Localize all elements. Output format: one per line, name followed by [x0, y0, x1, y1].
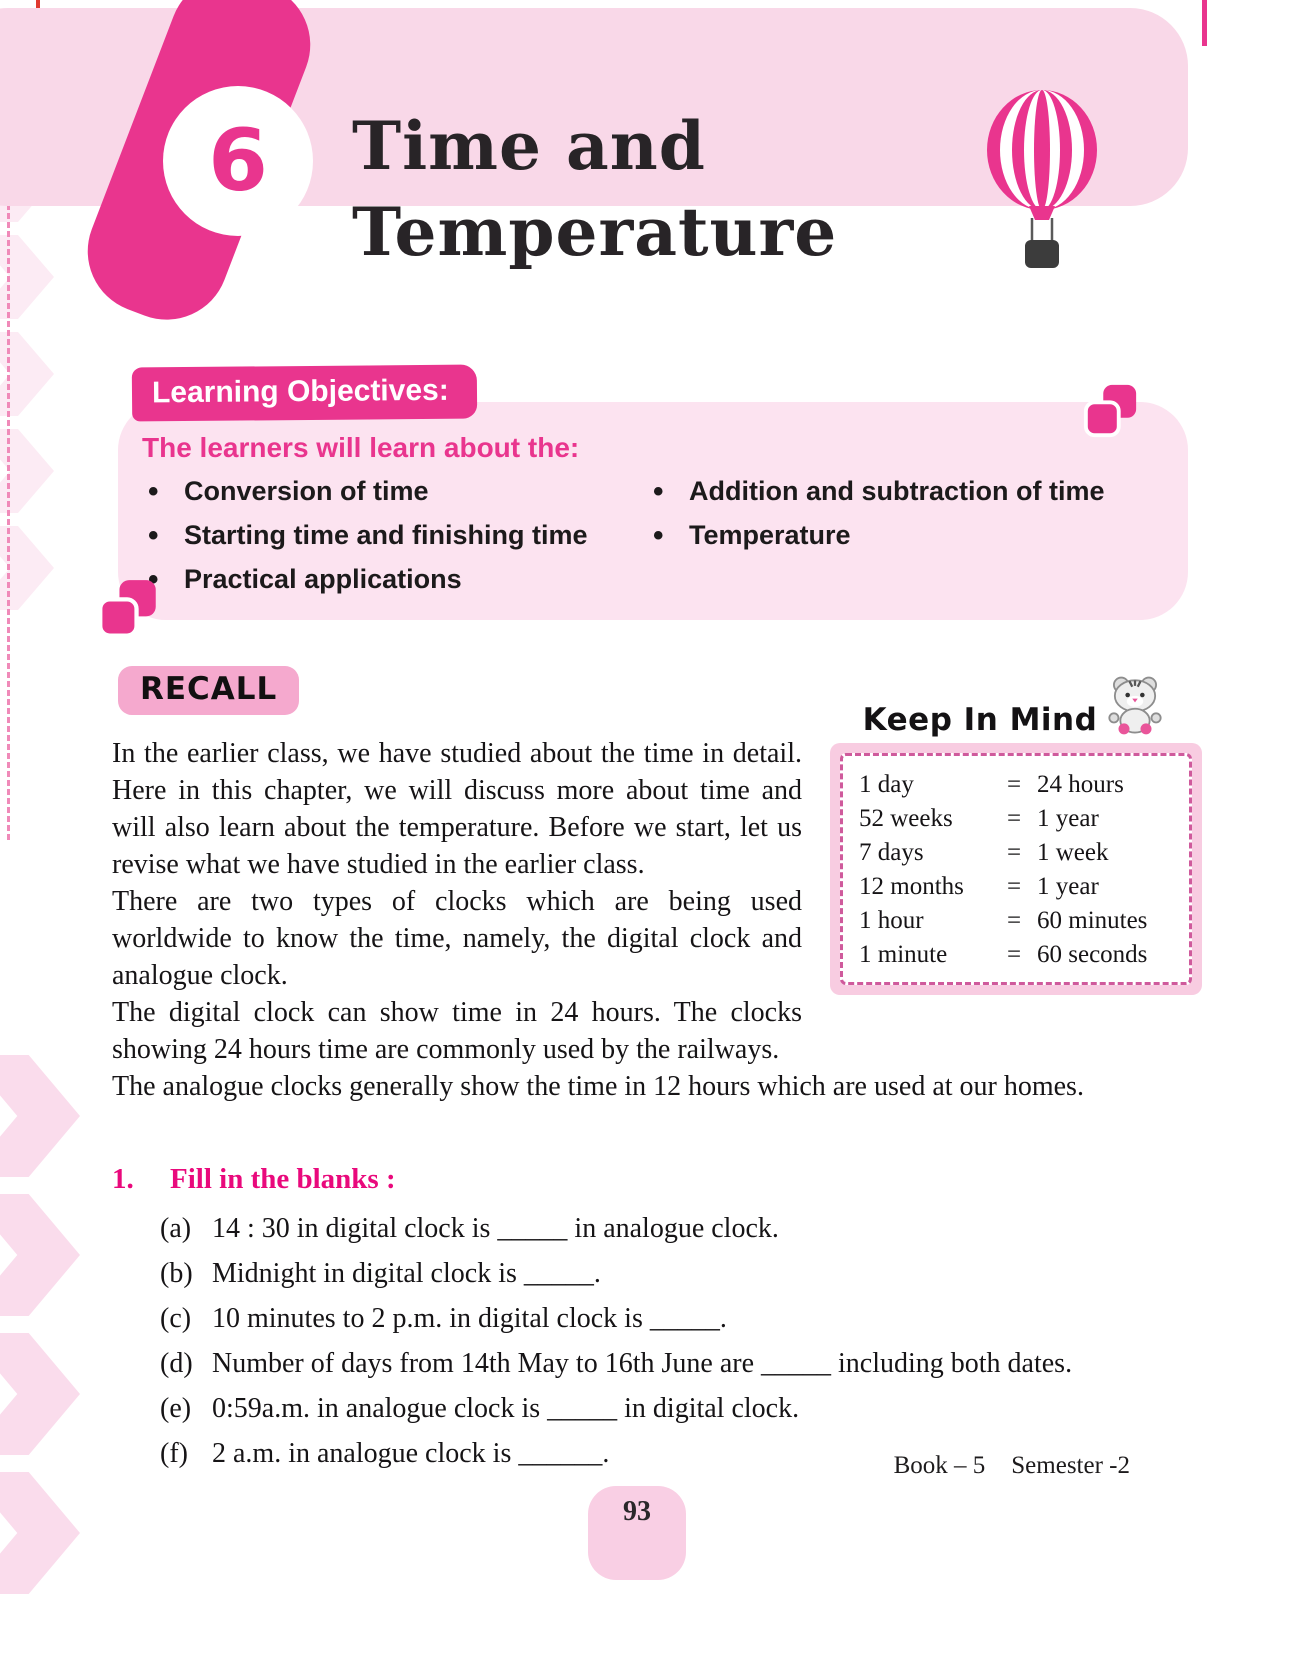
- chevron-shape: [0, 1333, 80, 1455]
- conversion-left: 7 days: [859, 839, 924, 866]
- equals-sign: =: [1007, 907, 1022, 934]
- conversion-row: [859, 836, 1173, 870]
- conversion-left: 1 day: [859, 771, 914, 798]
- learning-objectives-banner: Learning Objectives:: [132, 364, 477, 421]
- puzzle-decoration-bottom-left: [96, 578, 160, 647]
- conversion-right: 1 week: [1037, 839, 1109, 866]
- objective-item: • Conversion of time: [142, 474, 647, 509]
- conversion-left: 1 hour: [859, 907, 924, 934]
- conversion-right: 1 year: [1037, 805, 1099, 832]
- recall-section: [112, 702, 1202, 1105]
- keep-in-mind-table: [840, 753, 1192, 985]
- fill-blank-item: [112, 1393, 1207, 1425]
- conversion-row: [859, 768, 1173, 802]
- fill-blank-item: [112, 1303, 1207, 1335]
- objective-item: • Temperature: [647, 518, 1147, 553]
- item-label: (b): [160, 1258, 193, 1289]
- chapter-number: 6: [208, 111, 268, 211]
- learning-objectives-content: [142, 432, 1162, 606]
- equals-sign: =: [1007, 873, 1022, 900]
- tiger-mascot-icon: [1101, 673, 1169, 749]
- chapter-number-badge: [163, 86, 313, 236]
- exercise-number: 1.: [112, 1163, 134, 1195]
- item-text: Number of days from 14th May to 16th June are _____ including both dates.: [212, 1348, 1073, 1379]
- exercise-title: Fill in the blanks :: [170, 1163, 396, 1195]
- conversion-row: [859, 870, 1173, 904]
- chapter-title: [352, 104, 837, 276]
- dashed-line-decoration: [7, 195, 10, 840]
- objective-item: • Starting time and finishing time: [142, 518, 647, 553]
- semester-label: Semester -2: [1011, 1452, 1130, 1479]
- equals-sign: =: [1007, 839, 1022, 866]
- conversion-right: 24 hours: [1037, 771, 1124, 798]
- exercise-section: [112, 1163, 1207, 1483]
- puzzle-icon: [1082, 383, 1140, 441]
- item-label: (a): [160, 1213, 192, 1244]
- fill-blank-item: [112, 1258, 1207, 1290]
- item-label: (e): [160, 1393, 192, 1424]
- balloon-icon: [982, 86, 1102, 276]
- equals-sign: =: [1007, 941, 1022, 968]
- fill-blank-item: [112, 1348, 1207, 1380]
- conversion-right: 60 seconds: [1037, 941, 1148, 968]
- chevron-shape: [0, 1194, 80, 1316]
- conversion-right: 1 year: [1037, 873, 1099, 900]
- chevron-shape: [0, 1055, 80, 1177]
- objective-item: • Addition and subtraction of time: [647, 474, 1147, 509]
- objective-item: • Practical applications: [142, 562, 647, 597]
- item-text: 10 minutes to 2 p.m. in digital clock is _____.: [212, 1303, 727, 1334]
- item-label: (c): [160, 1303, 192, 1334]
- keep-in-mind-box: [830, 687, 1202, 995]
- item-text: Midnight in digital clock is _____.: [212, 1258, 601, 1289]
- fill-blank-item: [112, 1213, 1207, 1245]
- item-text: 0:59a.m. in analogue clock is _____ in digital clock.: [212, 1393, 800, 1424]
- conversion-left: 52 weeks: [859, 805, 953, 832]
- item-text: 2 a.m. in analogue clock is ______.: [212, 1438, 610, 1469]
- item-text: 14 : 30 in digital clock is _____ in analogue clock.: [212, 1213, 779, 1244]
- recall-heading: RECALL: [118, 666, 299, 715]
- puzzle-decoration-top-right: [1082, 383, 1140, 446]
- keep-in-mind-outer: [830, 743, 1202, 995]
- conversion-left: 12 months: [859, 873, 964, 900]
- recall-paragraph: There are two types of clocks which are being used worldwide to know the time, namely, the digital clock and analogue clock.: [112, 886, 802, 992]
- conversion-left: 1 minute: [859, 941, 948, 968]
- pink-crop-mark: [1202, 0, 1207, 46]
- chapter-title-line2: Temperature: [352, 192, 838, 271]
- recall-paragraph: The digital clock can show time in 24 hours. The clocks showing 24 hours time are commonly used by the railways.: [112, 997, 802, 1066]
- equals-sign: =: [1007, 771, 1022, 798]
- conversion-right: 60 minutes: [1037, 907, 1148, 934]
- recall-paragraph: In the earlier class, we have studied about the time in detail. Here in this chapter, we will discuss more about time and will also learn about the temperature. Before we start, let us revise what we have studied in the earlier class.: [112, 738, 802, 881]
- footer-book-info: [894, 1452, 1130, 1480]
- chapter-title-line1: Time and: [352, 107, 706, 185]
- equals-sign: =: [1007, 805, 1022, 832]
- conversion-row: [859, 802, 1173, 836]
- item-label: (d): [160, 1348, 193, 1379]
- recall-paragraph: The analogue clocks generally show the time in 12 hours which are used at our homes.: [112, 1071, 1084, 1103]
- item-label: (f): [160, 1438, 188, 1469]
- learning-objectives-intro: The learners will learn about the:: [142, 432, 580, 463]
- objectives-list-left: [142, 474, 647, 606]
- hot-air-balloon-illustration: [982, 86, 1102, 281]
- exercise-heading: [112, 1163, 1207, 1196]
- objectives-list-right: [647, 474, 1147, 606]
- conversion-row: [859, 938, 1173, 972]
- page-number: 93: [623, 1496, 651, 1527]
- book-label: Book – 5: [893, 1452, 986, 1479]
- page-number-tab: [588, 1486, 686, 1580]
- puzzle-icon: [96, 578, 160, 642]
- conversion-row: [859, 904, 1173, 938]
- left-chevron-decoration-bottom: [0, 1055, 80, 1594]
- keep-in-mind-title: Keep In Mind: [862, 702, 1098, 739]
- chevron-shape: [0, 1472, 80, 1594]
